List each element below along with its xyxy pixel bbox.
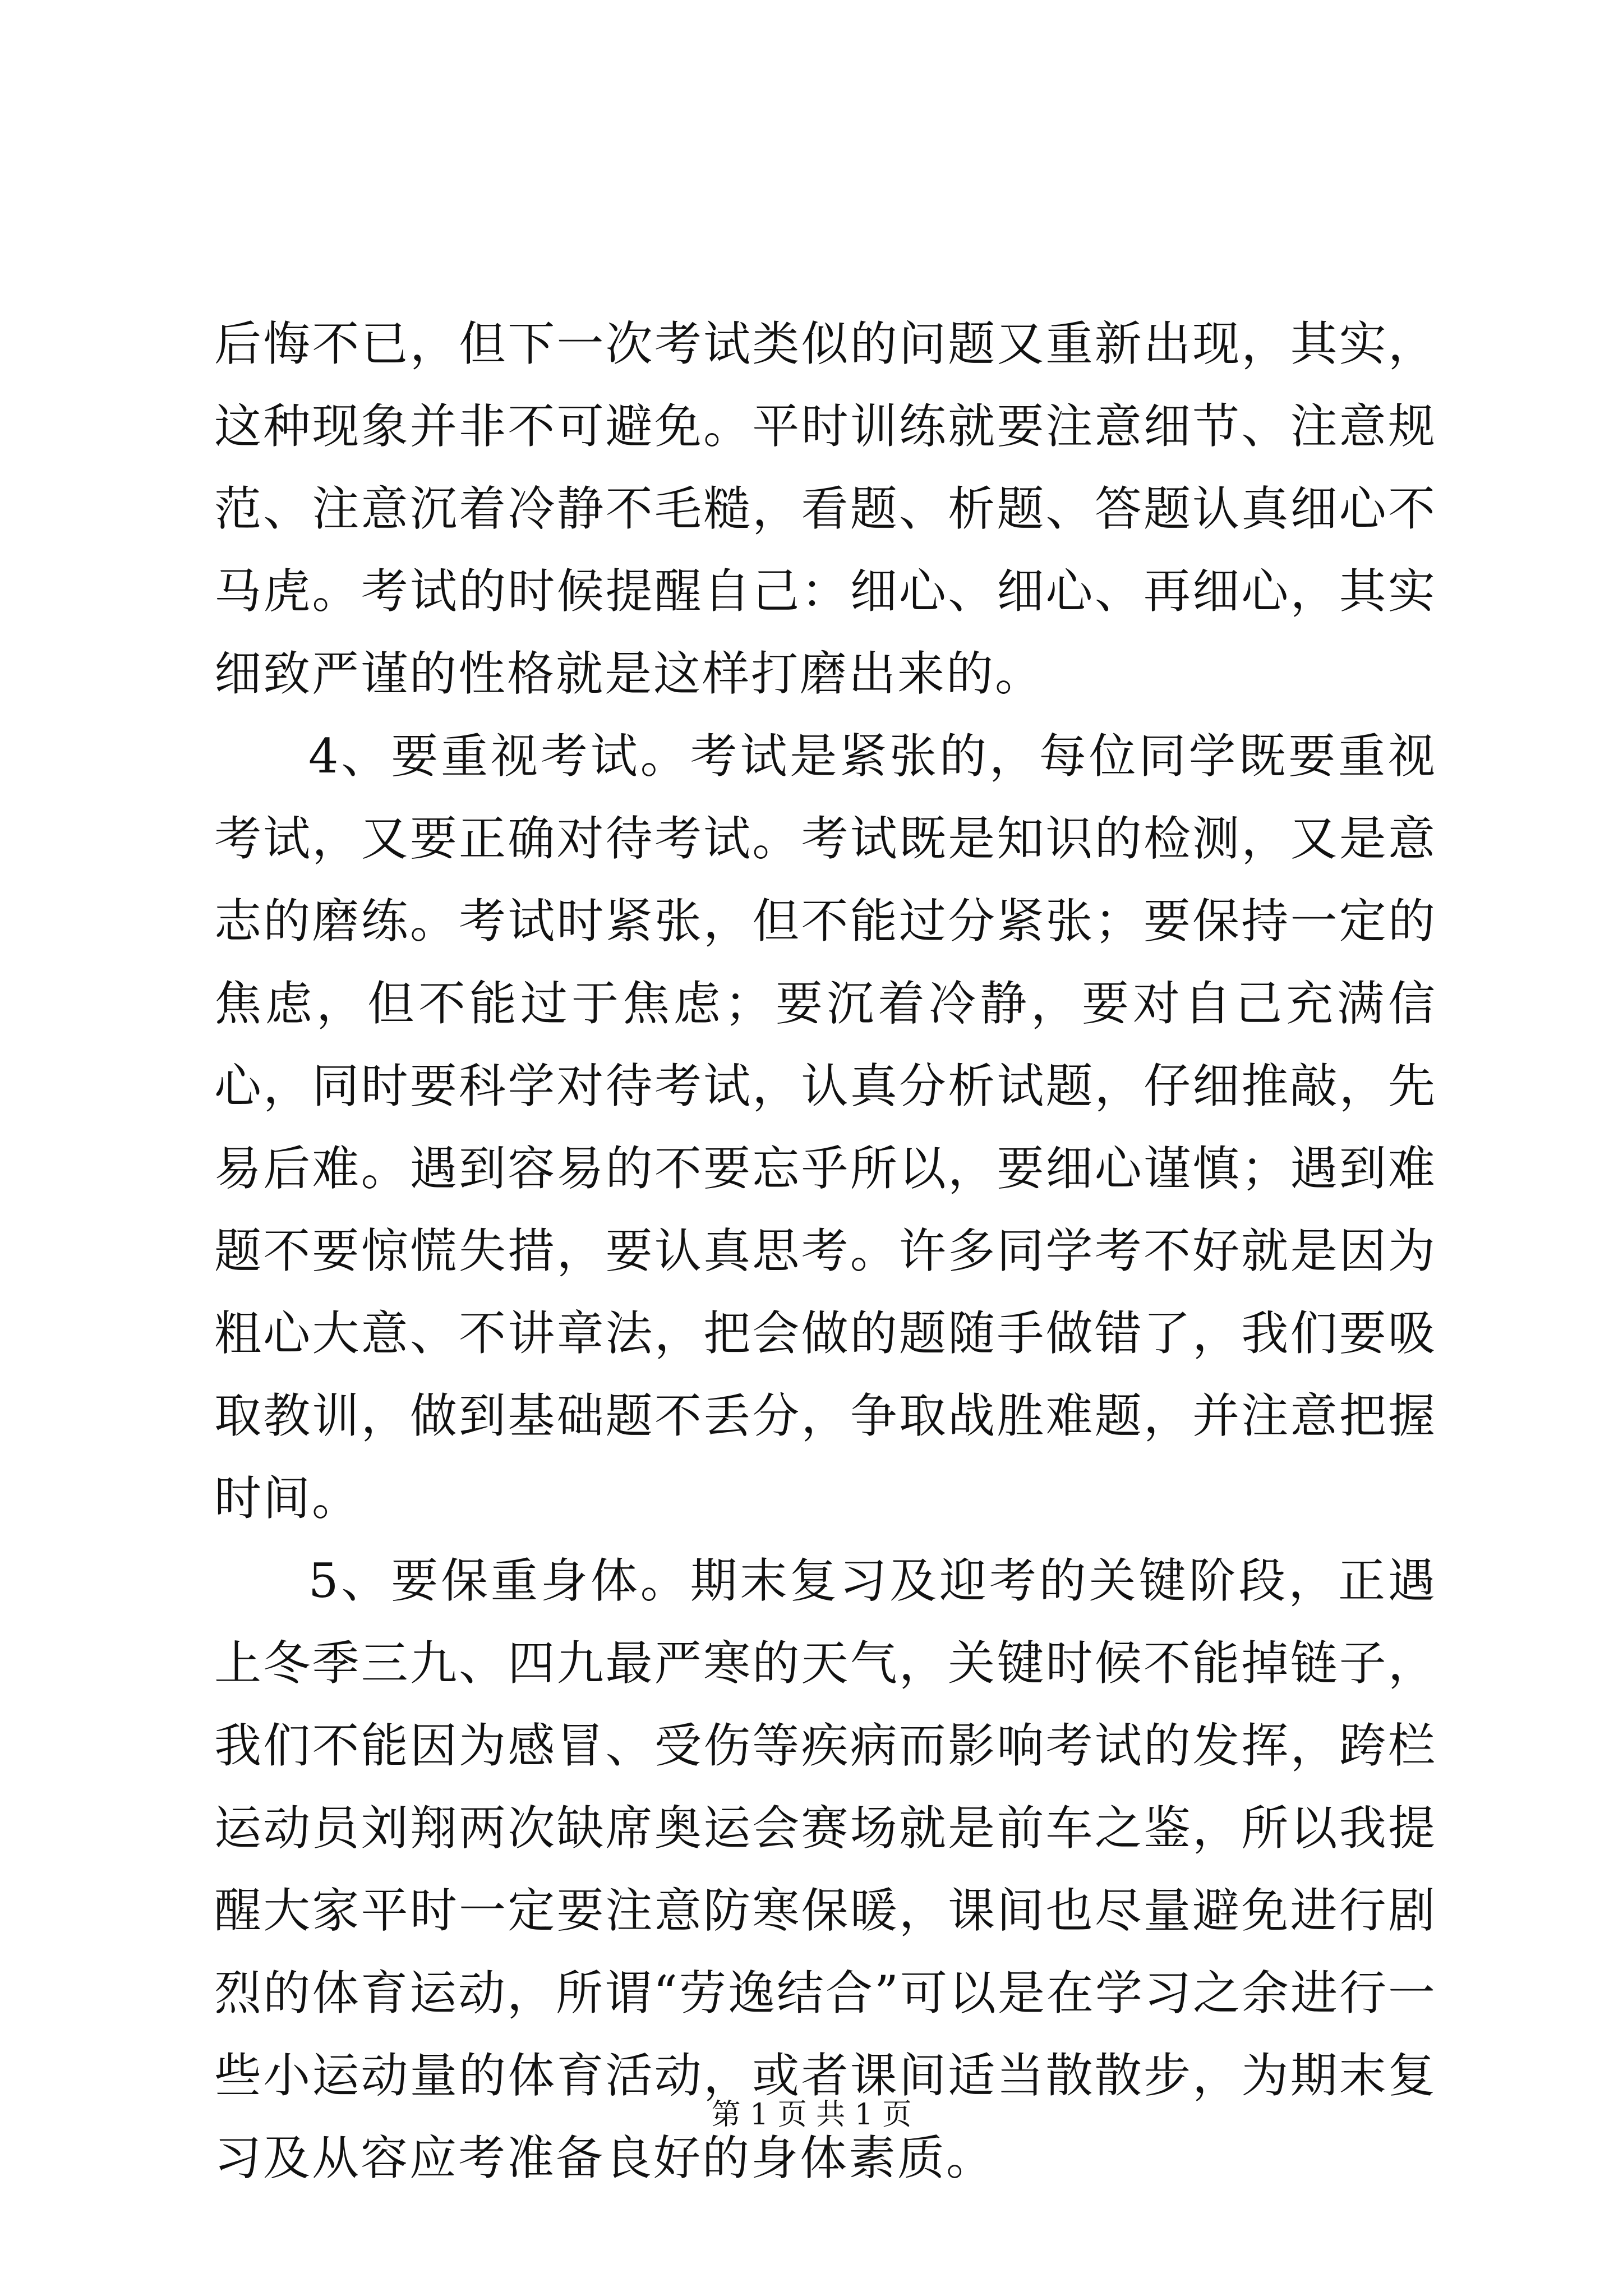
- page-footer: 第 1 页 共 1 页: [711, 2098, 912, 2132]
- paragraph-5-health: 5、要保重身体。期末复习及迎考的关键阶段，正遇上冬季三九、四九最严寒的天气，关键时候不能掉链子，我们不能因为感冒、受伤等疾病而影响考试的发挥，跨栏运动员刘翔两次缺席奥运会赛场就是前车之鉴，所以我提醒大家平时一定要注意防寒保暖，课间也尽量避免进行剧烈的体育运动，所谓“劳逸结合”可以是在学习之余进行一些小运动量的体育活动，或者课间适当散散步，为期末复习及从容应考准备良好的身体素质。: [214, 1553, 1437, 2185]
- paragraph-4-exam-attitude: 4、要重视考试。考试是紧张的，每位同学既要重视考试，又要正确对待考试。考试既是知识的检测，又是意志的磨练。考试时紧张，但不能过分紧张；要保持一定的焦虑，但不能过于焦虑；要沉着冷静，要对自己充满信心，同时要科学对待考试，认真分析试题，仔细推敲，先易后难。遇到容易的不要忘乎所以，要细心谨慎；遇到难题不要惊慌失措，要认真思考。许多同学考不好就是因为粗心大意、不讲章法，把会做的题随手做错了，我们要吸取教训，做到基础题不丢分，争取战胜难题，并注意把握时间。: [214, 729, 1437, 1526]
- document-body: [214, 303, 1437, 2200]
- paragraph-continuation: 后悔不已，但下一次考试类似的问题又重新出现，其实，这种现象并非不可避免。平时训练就要注意细节、注意规范、注意沉着冷静不毛糙，看题、析题、答题认真细心不马虎。考试的时候提醒自己：细心、细心、再细心，其实细致严谨的性格就是这样打磨出来的。: [214, 316, 1437, 701]
